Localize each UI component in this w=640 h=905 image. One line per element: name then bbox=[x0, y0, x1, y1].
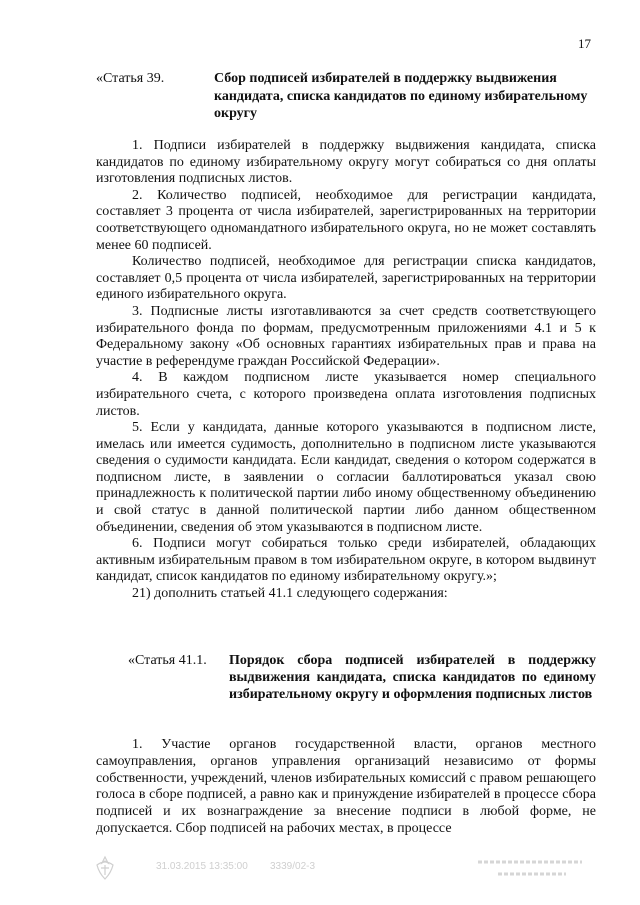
article-41-1-body bbox=[96, 737, 596, 838]
article-41-1-heading bbox=[96, 652, 596, 703]
article-39-title: Сбор подписей избирателей в поддержку выдвижения кандидата, списка кандидатов по единому избирательному округу bbox=[214, 71, 588, 121]
page-number: 17 bbox=[578, 36, 591, 51]
emblem-icon bbox=[92, 855, 118, 881]
paragraph: 6. Подписи могут собираться только среди избирателей, обладающих активным избирательным правом в том избирательном округе, в котором выдвинут кандидат, список кандидатов по единому избирательному округу.»; bbox=[96, 536, 596, 585]
paragraph: 4. В каждом подписном листе указывается номер специального избирательного счета, с которого произведена оплата изготовления подписных листов. bbox=[96, 370, 596, 419]
stamp-code: 3339/02-3 bbox=[270, 861, 316, 872]
article-39-heading bbox=[96, 70, 596, 123]
paragraph: 1. Подписи избирателей в поддержку выдвижения кандидата, списка кандидатов по единому избирательному округу могут собираться со дня оплаты изготовления подписных листов. bbox=[96, 138, 596, 187]
article-41-1-title: Порядок сбора подписей избирателей в поддержку выдвижения кандидата, списка кандидатов по единому избирательному округу и оформления подписных листов bbox=[229, 653, 596, 702]
paragraph: Количество подписей, необходимое для регистрации списка кандидатов, составляет 0,5 процента от числа избирателей, зарегистрированных на территории единого избирательного округа. bbox=[96, 254, 596, 303]
paragraph: 5. Если у кандидата, данные которого указываются в подписном листе, имелась или имеется судимость, дополнительно в подписном листе указываются сведения о судимости кандидата. Если кандидат, сведения о котором содержатся в подписном листе, в заявлении о согласии баллотироваться указал свою принадлежность к политической партии либо иному общественному объединению и свой статус в данной политической партии либо данном общественном объединении, сведения об этом указываются в подписном листе. bbox=[96, 420, 596, 535]
paragraph: 21) дополнить статьей 41.1 следующего содержания: bbox=[132, 586, 448, 602]
stamp-illegible-note bbox=[470, 857, 590, 884]
article-41-1-label: «Статья 41.1. bbox=[128, 653, 207, 668]
paragraph: 1. Участие органов государственной власти, органов местного самоуправления, органов управления организаций независимо от формы собственности, учреждений, членов избирательных комиссий с правом решающего голоса в сборе подписей, а равно как и принуждение избирателей в процессе сбора подписей и их вознаграждение за внесение подписи в любой форме, не допускается. Сбор подписей на рабочих местах, в процессе bbox=[96, 737, 596, 836]
article-39-body bbox=[96, 138, 596, 603]
article-39-label: «Статья 39. bbox=[96, 71, 165, 86]
paragraph: 2. Количество подписей, необходимое для регистрации кандидата, составляет 3 процента от числа избирателей, зарегистрированных на территории соответствующего одномандатного избирательного округа, но не может составлять менее 60 подписей. bbox=[96, 187, 596, 253]
paragraph: 3. Подписные листы изготавливаются за счет средств соответствующего избирательного фонда по формам, предусмотренным приложениями 4.1 и 5 к Федеральному закону «Об основных гарантиях избирательных прав и права на участие в референдуме граждан Российской Федерации». bbox=[96, 303, 596, 369]
stamp-timestamp: 31.03.2015 13:35:00 bbox=[156, 861, 248, 872]
illegible-text-mark bbox=[470, 857, 590, 881]
registration-stamp bbox=[0, 855, 640, 885]
